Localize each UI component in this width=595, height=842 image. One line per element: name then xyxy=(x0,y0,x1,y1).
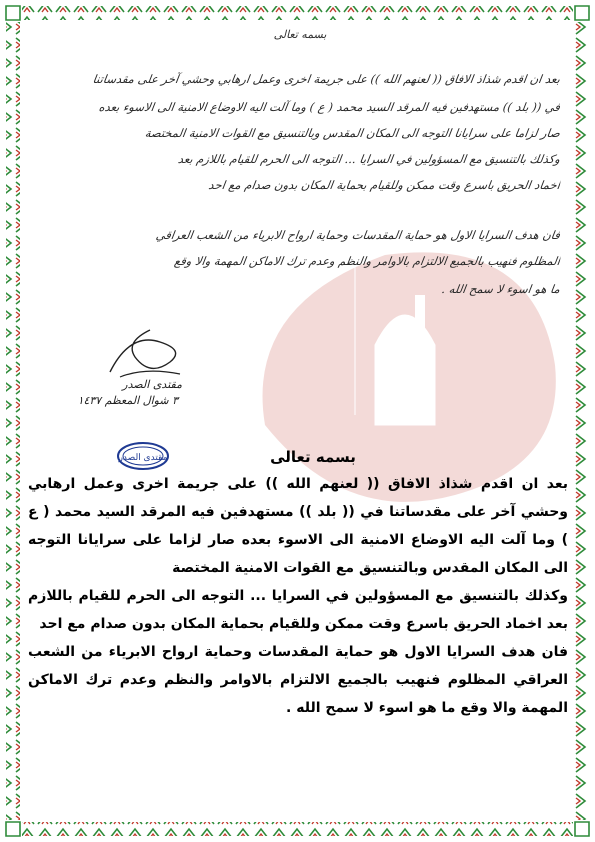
handwritten-line: اخماد الحريق باسرع وقت ممكن وللقيام بحماية المكان بدون صدام مع احد xyxy=(207,178,561,192)
signature-name: مقتدى الصدر xyxy=(122,378,182,391)
handwritten-letter xyxy=(40,28,560,328)
handwritten-title: بسمه تعالى xyxy=(273,28,327,41)
handwritten-line: وكذلك بالتنسيق مع المسؤولين في السرايا ... التوجه الى الحرم للقيام باللازم بعد xyxy=(177,152,561,166)
typed-paragraph: فان هدف السرايا الاول هو حماية المقدسات وحماية ارواح الابرياء من الشعب العراقي المظلوم فنهيب بالجميع الالتزام بالاوامر والنظم وعدم ترك الاماكن المهمة والا وقع ما هو اسوء لا سمح الله . xyxy=(28,644,568,716)
stamp-label: مقتدى الصدر xyxy=(118,453,168,463)
handwritten-line: فان هدف السرايا الاول هو حماية المقدسات وحماية ارواح الابرياء من الشعب العراقي xyxy=(154,228,561,242)
handwritten-line: المظلوم فنهيب بالجميع الالتزام بالاوامر والنظم وعدم ترك الاماكن المهمة والا وقع xyxy=(173,254,561,268)
typed-paragraph: بعد ان اقدم شذاذ الافاق (( لعنهم الله )) على جريمة اخرى وعمل ارهابي وحشي آخر على مقدساتنا في (( بلد )) مستهدفين فيه المرقد السيد محمد ( ع ) وما آلت اليه الاوضاع الامنية الى الاسوء بعده صار لزاما على سرايانا التوجه الى المكان المقدس وبالتنسيق مع القوات الامنية المختصة xyxy=(28,476,568,576)
handwritten-line: صار لزاما على سرايانا التوجه الى المكان المقدس وبالتنسيق مع القوات الامنية المختصة xyxy=(144,126,561,140)
handwritten-line: بعد ان اقدم شذاذ الافاق (( لعنهم الله )) على جريمة اخرى وعمل ارهابي وحشي آخر على مقدساتنا xyxy=(91,72,561,86)
signature-scribble xyxy=(90,322,200,382)
typed-transcription xyxy=(28,448,568,722)
typed-paragraph: وكذلك بالتنسيق مع المسؤولين في السرايا ... التوجه الى الحرم للقيام باللازم بعد اخماد الحريق باسرع وقت ممكن وللقيام بحماية المكان بدون صدام مع احد xyxy=(28,588,568,632)
handwritten-line: ما هو اسوء لا سمح الله . xyxy=(440,282,561,296)
typed-title: بسمه تعالى xyxy=(270,448,356,466)
signature-date: ٣ شوال المعظم ١٤٣٧ xyxy=(77,394,178,407)
handwritten-line: في (( بلد )) مستهدفين فيه المرقد السيد محمد ( ع ) وما آلت اليه الاوضاع الامنية الى الاسوء بعده xyxy=(97,100,561,114)
watermark-text: جامع الائمة xyxy=(339,390,494,503)
